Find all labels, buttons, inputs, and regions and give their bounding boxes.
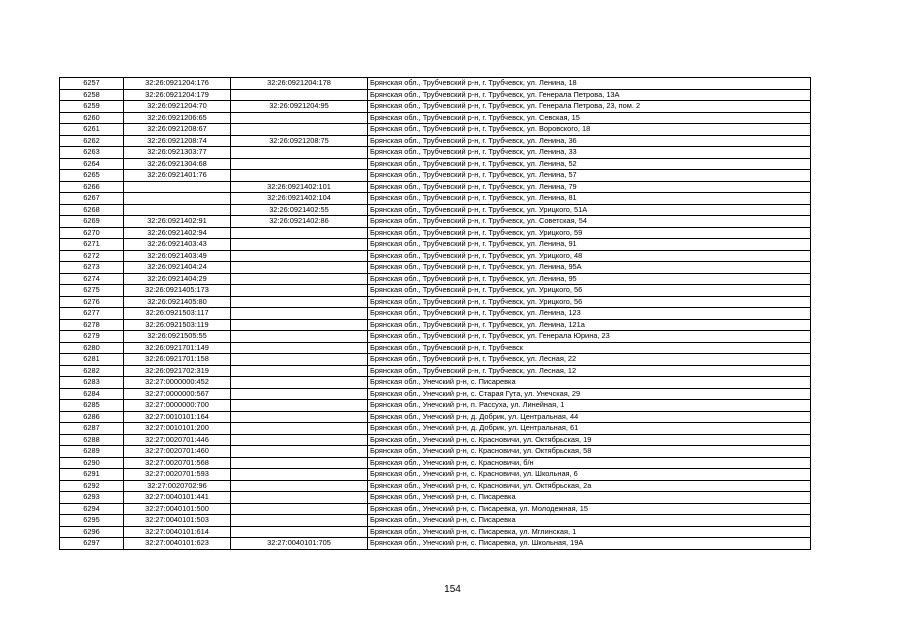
page-number: 154 xyxy=(444,584,461,595)
parent-cadastral-number-cell xyxy=(231,480,368,492)
cadastral-number-cell: 32:26:0921208:74 xyxy=(124,135,231,147)
parent-cadastral-number-cell xyxy=(231,158,368,170)
cadastral-number-cell: 32:26:0921405:173 xyxy=(124,285,231,297)
cadastral-number-cell: 32:27:0020701:460 xyxy=(124,446,231,458)
address-cell: Брянская обл., Трубчевский р-н, г. Трубчевск, ул. Севская, 15 xyxy=(368,112,811,124)
parent-cadastral-number-cell xyxy=(231,285,368,297)
parent-cadastral-number-cell xyxy=(231,147,368,159)
table-row xyxy=(60,101,811,113)
address-cell: Брянская обл., Унечский р-н, д. Добрик, ул. Центральная, 44 xyxy=(368,411,811,423)
row-number-cell: 6271 xyxy=(60,239,124,251)
cadastral-number-cell: 32:27:0020701:446 xyxy=(124,434,231,446)
address-cell: Брянская обл., Трубчевский р-н, г. Трубчевск, ул. Ленина, 95 xyxy=(368,273,811,285)
cadastral-number-cell: 32:26:0921402:91 xyxy=(124,216,231,228)
table-row xyxy=(60,469,811,481)
address-cell: Брянская обл., Трубчевский р-н, г. Трубчевск, ул. Урицкого, 48 xyxy=(368,250,811,262)
address-cell: Брянская обл., Трубчевский р-н, г. Трубчевск, ул. Ленина, 79 xyxy=(368,181,811,193)
cadastral-number-cell: 32:26:0921403:43 xyxy=(124,239,231,251)
table-row xyxy=(60,296,811,308)
table-row xyxy=(60,538,811,550)
row-number-cell: 6273 xyxy=(60,262,124,274)
row-number-cell: 6261 xyxy=(60,124,124,136)
parent-cadastral-number-cell xyxy=(231,388,368,400)
row-number-cell: 6289 xyxy=(60,446,124,458)
table-row xyxy=(60,515,811,527)
table-row xyxy=(60,400,811,412)
row-number-cell: 6266 xyxy=(60,181,124,193)
table-row xyxy=(60,354,811,366)
row-number-cell: 6291 xyxy=(60,469,124,481)
parent-cadastral-number-cell xyxy=(231,526,368,538)
cadastral-number-cell: 32:26:0921701:158 xyxy=(124,354,231,366)
table-row xyxy=(60,112,811,124)
cadastral-number-cell: 32:26:0921401:76 xyxy=(124,170,231,182)
row-number-cell: 6288 xyxy=(60,434,124,446)
row-number-cell: 6272 xyxy=(60,250,124,262)
cadastral-number-cell xyxy=(124,193,231,205)
table-row xyxy=(60,89,811,101)
cadastral-number-cell: 32:27:0000000:452 xyxy=(124,377,231,389)
row-number-cell: 6265 xyxy=(60,170,124,182)
table-row xyxy=(60,492,811,504)
parent-cadastral-number-cell: 32:26:0921208:75 xyxy=(231,135,368,147)
table-row xyxy=(60,457,811,469)
table-row xyxy=(60,158,811,170)
parent-cadastral-number-cell xyxy=(231,319,368,331)
row-number-cell: 6285 xyxy=(60,400,124,412)
parent-cadastral-number-cell: 32:26:0921402:104 xyxy=(231,193,368,205)
cadastral-number-cell: 32:26:0921303:77 xyxy=(124,147,231,159)
table-row xyxy=(60,262,811,274)
address-cell: Брянская обл., Трубчевский р-н, г. Трубчевск, ул. Генерала Юрина, 23 xyxy=(368,331,811,343)
parent-cadastral-number-cell xyxy=(231,308,368,320)
address-cell: Брянская обл., Унечский р-н, с. Писаревка, ул. Молодежная, 15 xyxy=(368,503,811,515)
table-row xyxy=(60,216,811,228)
row-number-cell: 6296 xyxy=(60,526,124,538)
cadastral-number-cell: 32:26:0921204:179 xyxy=(124,89,231,101)
row-number-cell: 6283 xyxy=(60,377,124,389)
parent-cadastral-number-cell: 32:26:0921204:178 xyxy=(231,78,368,90)
cadastral-number-cell: 32:27:0020702:96 xyxy=(124,480,231,492)
parent-cadastral-number-cell xyxy=(231,411,368,423)
address-cell: Брянская обл., Трубчевский р-н, г. Трубчевск, ул. Лесная, 12 xyxy=(368,365,811,377)
cadastral-number-cell: 32:27:0010101:200 xyxy=(124,423,231,435)
table-row xyxy=(60,239,811,251)
parent-cadastral-number-cell xyxy=(231,400,368,412)
parent-cadastral-number-cell xyxy=(231,227,368,239)
address-cell: Брянская обл., Унечский р-н, п. Рассуха, ул. Линейная, 1 xyxy=(368,400,811,412)
table-row xyxy=(60,124,811,136)
parent-cadastral-number-cell xyxy=(231,492,368,504)
row-number-cell: 6292 xyxy=(60,480,124,492)
cadastral-number-cell: 32:26:0921403:49 xyxy=(124,250,231,262)
row-number-cell: 6282 xyxy=(60,365,124,377)
table-row xyxy=(60,308,811,320)
row-number-cell: 6287 xyxy=(60,423,124,435)
cadastral-number-cell: 32:27:0040101:441 xyxy=(124,492,231,504)
row-number-cell: 6294 xyxy=(60,503,124,515)
cadastral-number-cell xyxy=(124,181,231,193)
row-number-cell: 6284 xyxy=(60,388,124,400)
address-cell: Брянская обл., Трубчевский р-н, г. Трубчевск, ул. Ленина, 123 xyxy=(368,308,811,320)
row-number-cell: 6275 xyxy=(60,285,124,297)
cadastral-number-cell: 32:26:0921304:68 xyxy=(124,158,231,170)
address-cell: Брянская обл., Трубчевский р-н, г. Трубчевск, ул. Ленина, 121а xyxy=(368,319,811,331)
parent-cadastral-number-cell xyxy=(231,89,368,101)
row-number-cell: 6276 xyxy=(60,296,124,308)
table-row xyxy=(60,319,811,331)
table-row xyxy=(60,377,811,389)
cadastral-number-cell: 32:26:0921404:29 xyxy=(124,273,231,285)
cadastral-number-cell xyxy=(124,204,231,216)
cadastral-number-cell: 32:26:0921404:24 xyxy=(124,262,231,274)
parent-cadastral-number-cell xyxy=(231,377,368,389)
table-row xyxy=(60,365,811,377)
cadastral-number-cell: 32:26:0921405:80 xyxy=(124,296,231,308)
address-cell: Брянская обл., Унечский р-н, с. Писаревка xyxy=(368,377,811,389)
address-cell: Брянская обл., Трубчевский р-н, г. Трубчевск xyxy=(368,342,811,354)
address-cell: Брянская обл., Унечский р-н, с. Старая Гута, ул. Унечская, 29 xyxy=(368,388,811,400)
table-row xyxy=(60,250,811,262)
cadastral-number-cell: 32:27:0010101:164 xyxy=(124,411,231,423)
table-row xyxy=(60,227,811,239)
row-number-cell: 6286 xyxy=(60,411,124,423)
table-row xyxy=(60,446,811,458)
cadastral-number-cell: 32:26:0921204:70 xyxy=(124,101,231,113)
row-number-cell: 6290 xyxy=(60,457,124,469)
parent-cadastral-number-cell xyxy=(231,239,368,251)
row-number-cell: 6293 xyxy=(60,492,124,504)
cadastral-number-cell: 32:27:0000000:567 xyxy=(124,388,231,400)
address-cell: Брянская обл., Трубчевский р-н, г. Трубчевск, ул. Ленина, 52 xyxy=(368,158,811,170)
row-number-cell: 6259 xyxy=(60,101,124,113)
cadastral-number-cell: 32:27:0040101:623 xyxy=(124,538,231,550)
row-number-cell: 6269 xyxy=(60,216,124,228)
row-number-cell: 6277 xyxy=(60,308,124,320)
address-cell: Брянская обл., Унечский р-н, с. Красновичи, ул. Октябрьская, 58 xyxy=(368,446,811,458)
address-cell: Брянская обл., Трубчевский р-н, г. Трубчевск, ул. Ленина, 81 xyxy=(368,193,811,205)
cadastral-number-cell: 32:27:0000000:700 xyxy=(124,400,231,412)
row-number-cell: 6264 xyxy=(60,158,124,170)
cadastral-number-cell: 32:26:0921206:65 xyxy=(124,112,231,124)
parent-cadastral-number-cell xyxy=(231,273,368,285)
table-row xyxy=(60,342,811,354)
row-number-cell: 6263 xyxy=(60,147,124,159)
address-cell: Брянская обл., Унечский р-н, д. Добрик, ул. Центральная, 61 xyxy=(368,423,811,435)
address-cell: Брянская обл., Трубчевский р-н, г. Трубчевск, ул. Ленина, 95А xyxy=(368,262,811,274)
row-number-cell: 6267 xyxy=(60,193,124,205)
parent-cadastral-number-cell: 32:26:0921204:95 xyxy=(231,101,368,113)
row-number-cell: 6262 xyxy=(60,135,124,147)
parent-cadastral-number-cell xyxy=(231,457,368,469)
table-row xyxy=(60,411,811,423)
address-cell: Брянская обл., Трубчевский р-н, г. Трубчевск, ул. Ленина, 33 xyxy=(368,147,811,159)
table-row xyxy=(60,388,811,400)
address-cell: Брянская обл., Трубчевский р-н, г. Трубчевск, ул. Урицкого, 56 xyxy=(368,285,811,297)
parent-cadastral-number-cell xyxy=(231,446,368,458)
table-row xyxy=(60,170,811,182)
address-cell: Брянская обл., Трубчевский р-н, г. Трубчевск, ул. Воровского, 18 xyxy=(368,124,811,136)
cadastral-number-cell: 32:26:0921204:176 xyxy=(124,78,231,90)
row-number-cell: 6297 xyxy=(60,538,124,550)
row-number-cell: 6274 xyxy=(60,273,124,285)
table-row xyxy=(60,193,811,205)
parent-cadastral-number-cell xyxy=(231,434,368,446)
address-cell: Брянская обл., Трубчевский р-н, г. Трубчевск, ул. Ленина, 18 xyxy=(368,78,811,90)
address-cell: Брянская обл., Трубчевский р-н, г. Трубчевск, ул. Генерала Петрова, 13А xyxy=(368,89,811,101)
table-row xyxy=(60,181,811,193)
address-cell: Брянская обл., Унечский р-н, с. Писаревка xyxy=(368,515,811,527)
parent-cadastral-number-cell: 32:26:0921402:86 xyxy=(231,216,368,228)
address-cell: Брянская обл., Унечский р-н, с. Красновичи, ул. Октябрьская, 2а xyxy=(368,480,811,492)
cadastral-number-cell: 32:27:0020701:593 xyxy=(124,469,231,481)
parent-cadastral-number-cell xyxy=(231,365,368,377)
address-cell: Брянская обл., Трубчевский р-н, г. Трубчевск, ул. Ленина, 91 xyxy=(368,239,811,251)
address-cell: Брянская обл., Унечский р-н, с. Красновичи, ул. Школьная, 6 xyxy=(368,469,811,481)
parent-cadastral-number-cell: 32:26:0921402:55 xyxy=(231,204,368,216)
table-row xyxy=(60,273,811,285)
cadastral-number-cell: 32:26:0921701:149 xyxy=(124,342,231,354)
table-row xyxy=(60,204,811,216)
parent-cadastral-number-cell xyxy=(231,354,368,366)
address-cell: Брянская обл., Трубчевский р-н, г. Трубчевск, ул. Урицкого, 51А xyxy=(368,204,811,216)
property-register-table xyxy=(59,77,811,550)
address-cell: Брянская обл., Унечский р-н, с. Писаревка, ул. Мглинская, 1 xyxy=(368,526,811,538)
table-row xyxy=(60,503,811,515)
row-number-cell: 6279 xyxy=(60,331,124,343)
parent-cadastral-number-cell xyxy=(231,262,368,274)
cadastral-number-cell: 32:26:0921505:55 xyxy=(124,331,231,343)
table-row xyxy=(60,147,811,159)
parent-cadastral-number-cell xyxy=(231,342,368,354)
cadastral-number-cell: 32:26:0921402:94 xyxy=(124,227,231,239)
row-number-cell: 6258 xyxy=(60,89,124,101)
address-cell: Брянская обл., Унечский р-н, с. Писаревка, ул. Школьная, 19А xyxy=(368,538,811,550)
parent-cadastral-number-cell xyxy=(231,469,368,481)
address-cell: Брянская обл., Унечский р-н, с. Красновичи, б/н xyxy=(368,457,811,469)
table-row xyxy=(60,135,811,147)
table-row xyxy=(60,423,811,435)
cadastral-number-cell: 32:27:0040101:614 xyxy=(124,526,231,538)
parent-cadastral-number-cell xyxy=(231,296,368,308)
parent-cadastral-number-cell xyxy=(231,331,368,343)
cadastral-number-cell: 32:26:0921503:117 xyxy=(124,308,231,320)
row-number-cell: 6280 xyxy=(60,342,124,354)
table-row xyxy=(60,78,811,90)
table-row xyxy=(60,480,811,492)
row-number-cell: 6270 xyxy=(60,227,124,239)
parent-cadastral-number-cell xyxy=(231,250,368,262)
address-cell: Брянская обл., Трубчевский р-н, г. Трубчевск, ул. Генерала Петрова, 23, пом. 2 xyxy=(368,101,811,113)
parent-cadastral-number-cell xyxy=(231,112,368,124)
address-cell: Брянская обл., Трубчевский р-н, г. Трубчевск, ул. Ленина, 36 xyxy=(368,135,811,147)
cadastral-number-cell: 32:27:0020701:568 xyxy=(124,457,231,469)
cadastral-number-cell: 32:27:0040101:500 xyxy=(124,503,231,515)
address-cell: Брянская обл., Трубчевский р-н, г. Трубчевск, ул. Советская, 54 xyxy=(368,216,811,228)
cadastral-number-cell: 32:26:0921503:119 xyxy=(124,319,231,331)
parent-cadastral-number-cell: 32:26:0921402:101 xyxy=(231,181,368,193)
table-row xyxy=(60,331,811,343)
table-body xyxy=(60,78,811,550)
row-number-cell: 6268 xyxy=(60,204,124,216)
row-number-cell: 6281 xyxy=(60,354,124,366)
table-row xyxy=(60,526,811,538)
parent-cadastral-number-cell xyxy=(231,503,368,515)
address-cell: Брянская обл., Трубчевский р-н, г. Трубчевск, ул. Ленина, 57 xyxy=(368,170,811,182)
parent-cadastral-number-cell xyxy=(231,515,368,527)
table-row xyxy=(60,434,811,446)
address-cell: Брянская обл., Унечский р-н, с. Писаревка xyxy=(368,492,811,504)
row-number-cell: 6257 xyxy=(60,78,124,90)
cadastral-number-cell: 32:26:0921702:319 xyxy=(124,365,231,377)
row-number-cell: 6295 xyxy=(60,515,124,527)
row-number-cell: 6260 xyxy=(60,112,124,124)
parent-cadastral-number-cell: 32:27:0040101:705 xyxy=(231,538,368,550)
parent-cadastral-number-cell xyxy=(231,124,368,136)
parent-cadastral-number-cell xyxy=(231,170,368,182)
parent-cadastral-number-cell xyxy=(231,423,368,435)
cadastral-number-cell: 32:26:0921208:67 xyxy=(124,124,231,136)
address-cell: Брянская обл., Трубчевский р-н, г. Трубчевск, ул. Лесная, 22 xyxy=(368,354,811,366)
address-cell: Брянская обл., Трубчевский р-н, г. Трубчевск, ул. Урицкого, 56 xyxy=(368,296,811,308)
address-cell: Брянская обл., Трубчевский р-н, г. Трубчевск, ул. Урицкого, 59 xyxy=(368,227,811,239)
row-number-cell: 6278 xyxy=(60,319,124,331)
address-cell: Брянская обл., Унечский р-н, с. Красновичи, ул. Октябрьская, 19 xyxy=(368,434,811,446)
table-row xyxy=(60,285,811,297)
cadastral-number-cell: 32:27:0040101:503 xyxy=(124,515,231,527)
